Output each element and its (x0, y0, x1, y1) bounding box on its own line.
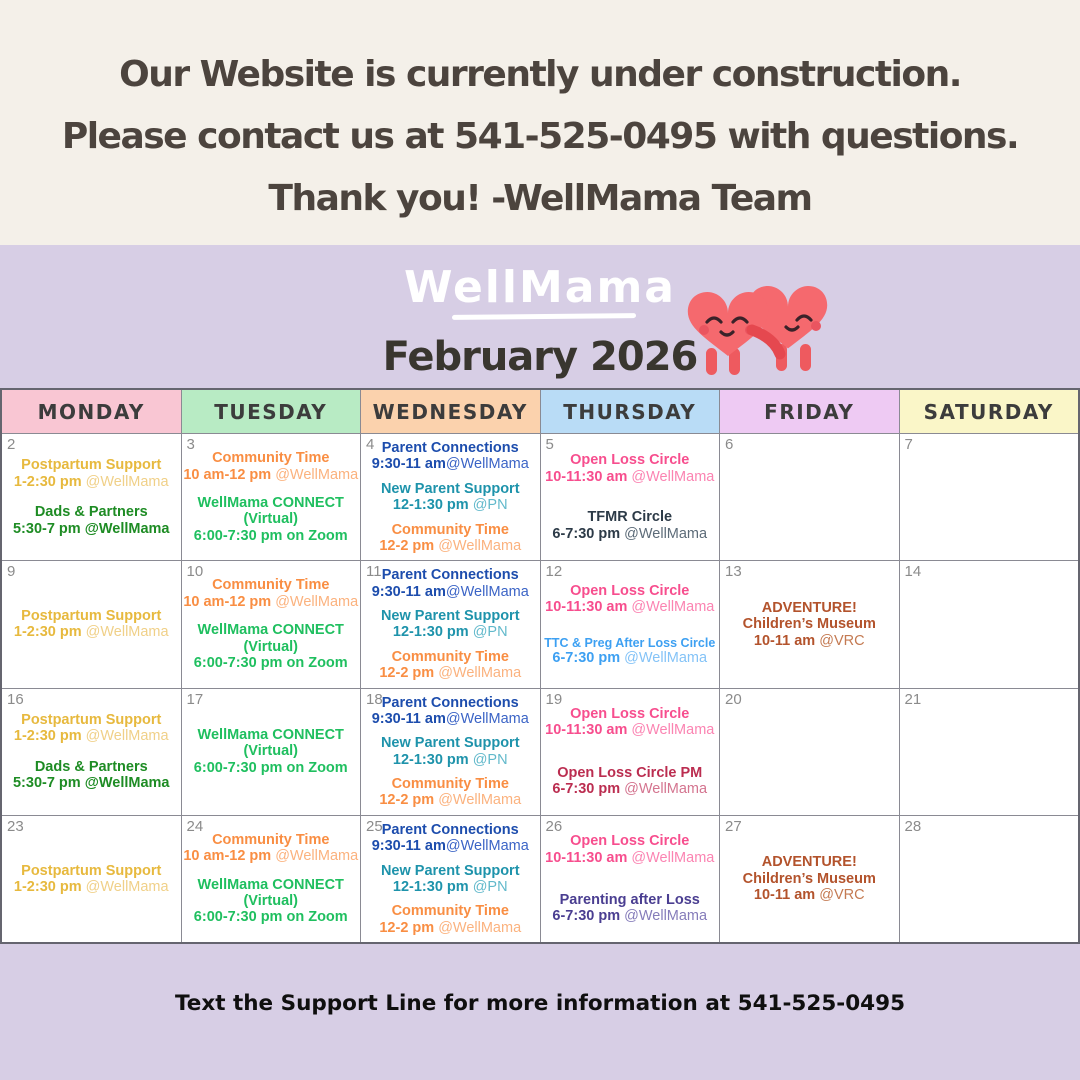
event-time-value: 5:30-7 pm (12, 775, 81, 791)
calendar-day-cell (900, 689, 1079, 815)
event-title: Dads & Partners (34, 504, 148, 521)
day-number: 20 (725, 690, 742, 708)
event-time (381, 752, 520, 768)
calendar-event-postpartum (14, 608, 169, 641)
day-number: 6 (725, 436, 734, 453)
event-time (194, 528, 348, 544)
day-events (720, 561, 899, 687)
event-title: New Parent Support (380, 480, 520, 497)
event-time (372, 456, 529, 472)
calendar-event-adventure (743, 854, 876, 903)
calendar-day-cell (361, 561, 540, 687)
event-title: TTC & Preg After Loss Circle (544, 635, 716, 650)
calendar-day-cell (361, 434, 540, 560)
event-title: WellMama CONNECT (197, 494, 344, 511)
day-events (720, 816, 899, 942)
day-number: 19 (545, 690, 563, 708)
event-title: Open Loss Circle PM (557, 764, 703, 781)
day-number: 25 (366, 817, 383, 835)
event-venue: @WellMama (445, 583, 529, 600)
calendar-event-community_noon (379, 903, 521, 936)
calendar-grid (0, 388, 1080, 944)
day-number: 5 (545, 436, 554, 453)
event-title: (Virtual) (243, 893, 298, 910)
day-events (361, 816, 540, 942)
event-time (544, 650, 715, 666)
event-time-value: 12-2 pm (379, 665, 435, 682)
day-events (361, 689, 540, 815)
event-title: (Virtual) (243, 638, 298, 655)
day-events (541, 561, 720, 687)
event-venue: @WellMama (80, 520, 170, 537)
event-title: Children’s Museum (742, 616, 876, 633)
event-time-value: 10-11:30 am (545, 599, 628, 616)
event-title: WellMama CONNECT (197, 622, 344, 639)
event-time (183, 594, 358, 610)
event-time-value: 1-2:30 pm (13, 728, 82, 745)
event-title: Community Time (212, 831, 330, 848)
event-venue: @WellMama (620, 908, 708, 925)
calendar-day-cell (2, 561, 181, 687)
calendar-event-connect (194, 495, 348, 544)
event-title: Open Loss Circle (570, 833, 690, 850)
calendar-day-cell (2, 816, 181, 942)
event-venue: @WellMama (627, 849, 715, 866)
event-title: New Parent Support (380, 608, 520, 624)
event-title: Community Time (391, 521, 509, 538)
event-title: Postpartum Support (21, 608, 162, 624)
calendar-day-cell (900, 816, 1079, 942)
event-time-value: 6-7:30 pm (552, 781, 621, 797)
event-title: Parent Connections (381, 821, 519, 838)
event-title: New Parent Support (380, 862, 520, 879)
event-time-value: 10-11:30 am (545, 722, 628, 739)
wellmama-logo: WellMama (404, 262, 676, 313)
day-header-friday: FRIDAY (720, 390, 899, 433)
calendar-day-cell (900, 561, 1079, 687)
event-time-value: 10-11 am (753, 887, 816, 904)
day-events (361, 561, 540, 687)
event-title: Community Time (391, 776, 509, 792)
event-time-value: 5:30-7 pm (12, 520, 81, 537)
day-number: 27 (725, 817, 742, 835)
event-time-value: 12-1:30 pm (392, 878, 469, 895)
event-venue: @WellMama (627, 468, 715, 485)
day-events (900, 689, 1079, 815)
event-time (545, 599, 714, 615)
calendar-event-adventure (743, 600, 876, 649)
day-events (541, 689, 720, 815)
event-title: ADVENTURE! (761, 599, 857, 616)
calendar-event-open_loss (545, 833, 714, 866)
day-events (182, 434, 361, 560)
hugging-hearts-icon (676, 270, 834, 390)
event-time (13, 775, 170, 791)
day-number: 16 (7, 690, 24, 708)
event-venue: @WellMama (627, 599, 715, 616)
event-time-value: 9:30-11 am (371, 583, 446, 600)
event-title: Open Loss Circle (570, 705, 690, 722)
event-title: Postpartum Support (21, 862, 162, 879)
calendar-event-community_noon (379, 776, 521, 809)
event-venue: @VRC (815, 887, 865, 904)
day-header-thursday: THURSDAY (541, 390, 720, 433)
event-time-value: 12-2 pm (379, 537, 435, 554)
day-header-tuesday: TUESDAY (182, 390, 361, 433)
day-events (2, 561, 181, 687)
day-number: 24 (186, 817, 204, 835)
construction-notice (0, 0, 1080, 245)
event-time (381, 879, 520, 895)
event-venue: @WellMama (627, 722, 715, 739)
event-time-value: 9:30-11 am (371, 710, 446, 727)
event-venue: @PN (468, 878, 508, 895)
event-venue: @WellMama (81, 728, 169, 745)
day-number: 13 (725, 563, 742, 581)
event-time-value: 1-2:30 pm (13, 473, 82, 490)
event-time (545, 722, 714, 738)
event-title: Parent Connections (381, 694, 519, 711)
event-time-value: 6-7:30 pm (552, 525, 621, 542)
calendar-event-parent_connections (372, 695, 529, 728)
event-time (545, 469, 714, 485)
day-number: 18 (366, 690, 383, 708)
event-title: WellMama CONNECT (197, 876, 344, 893)
calendar-event-community_am (183, 577, 358, 610)
calendar-day-cell (182, 816, 361, 942)
calendar-day-cell (900, 434, 1079, 560)
event-title: Children’s Museum (742, 870, 876, 887)
calendar-day-cell (182, 689, 361, 815)
calendar-event-new_parent (381, 481, 520, 514)
event-time (743, 633, 876, 649)
day-number: 9 (7, 563, 16, 581)
calendar-event-parent_connections (372, 440, 529, 473)
day-header-wednesday: WEDNESDAY (361, 390, 540, 433)
calendar-day-cell (182, 434, 361, 560)
event-time (743, 887, 876, 903)
event-time (183, 848, 358, 864)
notice-line-3: Thank you! -WellMama Team (268, 178, 812, 219)
event-venue: @WellMama (271, 593, 359, 610)
event-venue: @WellMama (445, 456, 529, 473)
event-time (381, 497, 520, 513)
event-time (379, 665, 521, 681)
calendar-event-parent_connections (372, 822, 529, 855)
calendar-day-cell (361, 816, 540, 942)
day-events (361, 434, 540, 560)
day-number: 10 (186, 563, 204, 581)
calendar-event-connect (194, 622, 348, 671)
event-time (545, 850, 714, 866)
event-time (14, 624, 169, 640)
event-time (379, 920, 521, 936)
event-venue: @WellMama (620, 649, 708, 666)
calendar-event-connect (194, 877, 348, 926)
day-header-saturday: SATURDAY (900, 390, 1079, 433)
calendar-event-community_am (183, 832, 358, 865)
event-time-value: 6:00-7:30 pm on Zoom (193, 527, 348, 544)
day-number: 21 (904, 690, 922, 708)
event-time-value: 6:00-7:30 pm on Zoom (193, 654, 348, 671)
event-title: New Parent Support (380, 735, 520, 752)
calendar-event-connect (194, 727, 348, 776)
day-number: 17 (186, 690, 204, 708)
event-time-value: 12-2 pm (379, 919, 435, 936)
day-events (541, 434, 720, 560)
event-venue: @WellMama (434, 792, 522, 809)
event-venue: @WellMama (445, 710, 529, 727)
day-number: 7 (904, 436, 913, 453)
event-venue: @WellMama (81, 878, 169, 895)
event-title: (Virtual) (243, 511, 298, 528)
event-time (14, 728, 169, 744)
event-time-value: 10-11 am (753, 632, 816, 649)
event-time-value: 10 am-12 pm (183, 466, 272, 483)
day-events (2, 689, 181, 815)
calendar-day-cell (2, 434, 181, 560)
event-time (183, 467, 358, 483)
event-time-value: 1-2:30 pm (13, 624, 82, 641)
event-time (194, 655, 348, 671)
event-title: WellMama CONNECT (197, 727, 344, 744)
calendar-event-community_noon (379, 649, 521, 682)
event-venue: @WellMama (271, 466, 359, 483)
calendar-event-open_loss (545, 706, 714, 739)
event-time-value: 12-1:30 pm (392, 624, 469, 641)
event-time-value: 6-7:30 pm (552, 649, 621, 666)
calendar-day-cell (720, 561, 899, 687)
calendar-event-parenting_loss (552, 892, 707, 925)
day-events (720, 689, 899, 815)
event-time (14, 474, 169, 490)
event-time (379, 792, 521, 808)
event-title: Parent Connections (381, 440, 519, 456)
calendar-event-postpartum (14, 457, 169, 490)
event-time-value: 10 am-12 pm (183, 593, 272, 610)
event-title: Open Loss Circle (570, 452, 690, 469)
calendar-day-cell (182, 561, 361, 687)
calendar-event-community_am (183, 450, 358, 483)
calendar-day-cell (720, 689, 899, 815)
event-time-value: 12-2 pm (379, 792, 435, 809)
calendar-event-dads (13, 504, 170, 537)
day-events (541, 816, 720, 942)
day-header-monday: MONDAY (2, 390, 181, 433)
event-time-value: 1-2:30 pm (13, 878, 82, 895)
calendar-event-dads (13, 759, 170, 792)
event-title: Community Time (212, 577, 330, 594)
calendar-event-new_parent (381, 863, 520, 896)
event-time (552, 908, 707, 924)
event-venue: @WellMama (620, 525, 708, 542)
event-time (372, 711, 529, 727)
event-time (194, 760, 348, 776)
event-venue: @WellMama (620, 781, 708, 797)
day-events (182, 816, 361, 942)
event-venue: @VRC (815, 632, 865, 649)
event-title: ADVENTURE! (761, 854, 857, 871)
event-venue: @PN (468, 624, 508, 641)
event-time (379, 538, 521, 554)
event-title: Community Time (212, 450, 330, 467)
event-venue: @WellMama (80, 775, 170, 791)
support-line-footer: Text the Support Line for more information at 541-525-0495 (174, 991, 906, 1016)
event-time-value: 9:30-11 am (371, 838, 446, 855)
event-time (552, 781, 707, 797)
calendar-day-cell (541, 434, 720, 560)
event-venue: @WellMama (434, 919, 522, 936)
event-time (372, 584, 529, 600)
event-venue: @WellMama (81, 473, 169, 490)
day-number: 12 (545, 563, 563, 581)
calendar-day-cell (361, 689, 540, 815)
day-number: 2 (7, 436, 16, 453)
event-venue: @PN (468, 497, 508, 514)
calendar-event-postpartum (14, 712, 169, 745)
calendar-event-open_loss_pm (552, 765, 707, 798)
event-time-value: 6:00-7:30 pm on Zoom (193, 759, 348, 776)
day-number: 11 (366, 563, 382, 581)
calendar-event-open_loss (545, 452, 714, 485)
event-time (381, 624, 520, 640)
event-time-value: 10 am-12 pm (183, 848, 272, 865)
event-title: Community Time (391, 903, 509, 920)
event-venue: @WellMama (445, 838, 529, 855)
day-events (720, 434, 899, 560)
event-time (372, 838, 529, 854)
event-time-value: 9:30-11 am (371, 456, 446, 473)
event-title: TFMR Circle (587, 509, 673, 526)
day-number: 23 (7, 817, 24, 835)
day-number: 28 (904, 817, 922, 835)
calendar-day-cell (541, 561, 720, 687)
calendar-event-postpartum (14, 863, 169, 896)
event-time (14, 879, 169, 895)
notice-line-2: Please contact us at 541-525-0495 with questions. (61, 116, 1019, 157)
event-venue: @WellMama (271, 848, 359, 865)
event-title: Community Time (391, 648, 509, 665)
calendar-event-parent_connections (372, 567, 529, 600)
calendar-event-new_parent (381, 608, 520, 641)
day-number: 3 (186, 436, 195, 453)
event-time (13, 521, 170, 537)
calendar-event-new_parent (381, 735, 520, 768)
event-time-value: 12-1:30 pm (392, 497, 469, 514)
calendar-event-ttc (544, 636, 715, 667)
calendar-event-open_loss (545, 583, 714, 616)
event-time-value: 6-7:30 pm (552, 908, 621, 925)
event-title: Dads & Partners (34, 758, 148, 775)
event-title: (Virtual) (243, 743, 298, 760)
event-venue: @PN (468, 751, 508, 768)
calendar-day-cell (720, 816, 899, 942)
day-events (900, 561, 1079, 687)
event-venue: @WellMama (434, 665, 522, 682)
calendar-day-cell (541, 689, 720, 815)
day-events (182, 561, 361, 687)
event-time-value: 10-11:30 am (545, 468, 628, 485)
event-time-value: 10-11:30 am (545, 849, 628, 866)
event-title: Postpartum Support (21, 711, 162, 728)
event-time-value: 6:00-7:30 pm on Zoom (193, 909, 348, 926)
calendar-event-community_noon (379, 522, 521, 555)
event-title: Open Loss Circle (570, 582, 690, 599)
event-time (552, 526, 707, 542)
event-time (194, 909, 348, 925)
day-number: 14 (904, 563, 922, 581)
calendar-day-cell (720, 434, 899, 560)
day-events (2, 434, 181, 560)
day-events (2, 816, 181, 942)
day-events (900, 434, 1079, 560)
day-number: 26 (545, 817, 563, 835)
event-venue: @WellMama (81, 624, 169, 641)
event-title: Parent Connections (381, 567, 519, 584)
day-events (900, 816, 1079, 942)
calendar-day-cell (2, 689, 181, 815)
day-events (182, 689, 361, 815)
month-title: February 2026 (382, 334, 698, 380)
event-title: Parenting after Loss (559, 891, 700, 908)
event-time-value: 12-1:30 pm (392, 751, 469, 768)
notice-line-1: Our Website is currently under construction. (119, 54, 961, 95)
calendar-day-cell (541, 816, 720, 942)
event-title: Postpartum Support (21, 457, 162, 474)
event-venue: @WellMama (434, 537, 522, 554)
day-number: 4 (366, 436, 375, 453)
calendar-event-tfmr (552, 509, 707, 542)
